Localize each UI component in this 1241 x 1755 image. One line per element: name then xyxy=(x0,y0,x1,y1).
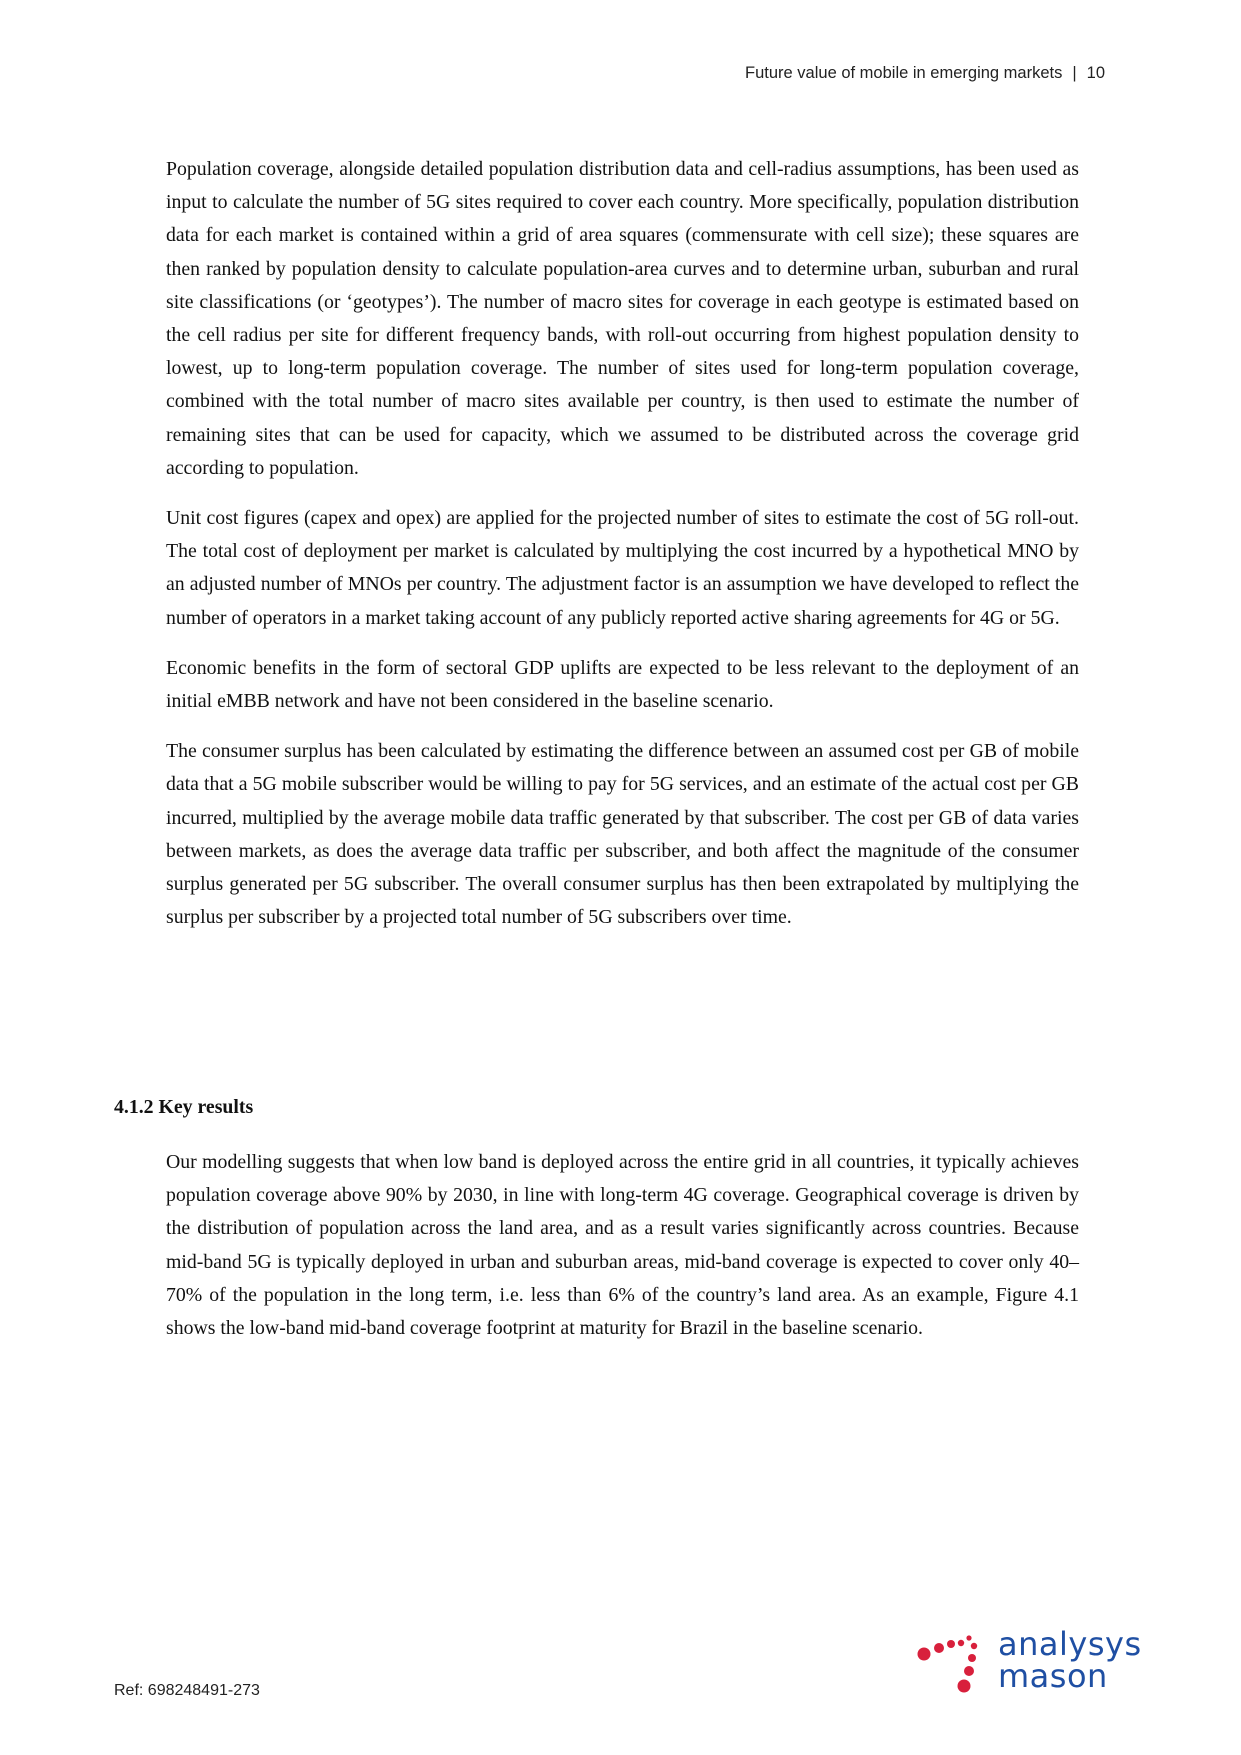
logo-dot xyxy=(964,1666,974,1676)
logo-dot xyxy=(918,1648,931,1661)
logo-dot xyxy=(968,1654,976,1662)
logo-dot xyxy=(958,1680,971,1693)
paragraph-economic-benefits: Economic benefits in the form of sectoral GDP uplifts are expected to be less relevant to the deployment of an initial eMBB network and have not been considered in the baseline scenario. xyxy=(166,656,1079,713)
logo-word-mason: mason xyxy=(998,1657,1108,1695)
logo-dot xyxy=(971,1643,977,1649)
paragraph-key-results: Our modelling suggests that when low band is deployed across the entire grid in all countries, it typically achieves population coverage above 90% by 2030, in line with long-term 4G coverage. Geographical coverage is driven by the distribution of population across the land area, and as a result varies significantly across countries. Because mid-band 5G is typically deployed in urban and suburban areas, mid-band coverage is expected to cover only 40–70% of the population in the long term, i.e. less than 6% of the country’s land area. As an example, Figure 4.1 shows the low-band mid-band coverage footprint at maturity for Brazil in the baseline scenario. xyxy=(166,1151,1079,1340)
methodology-text xyxy=(166,153,1079,951)
logo-dot xyxy=(947,1640,955,1648)
paragraph-unit-cost: Unit cost figures (capex and opex) are applied for the projected number of sites to estimate the cost of 5G roll-out. The total cost of deployment per market is calculated by multiplying the cost incurred by a hypothetical MNO by an adjusted number of MNOs per country. The adjustment factor is an assumption we have developed to reflect the number of operators in a market taking account of any publicly reported active sharing agreements for 4G or 5G. xyxy=(166,507,1079,629)
logo-dot xyxy=(934,1643,944,1653)
paragraph-population-coverage: Population coverage, alongside detailed population distribution data and cell-radius assumptions, has been used as input to calculate the number of 5G sites required to cover each country. More specifically, population distribution data for each market is contained within a grid of area squares (commensurate with cell size); these squares are then ranked by population density to calculate population-area curves and to determine urban, suburban and rural site classifications (or ‘geotypes’). The number of macro sites for coverage in each geotype is estimated based on the cell radius per site for different frequency bands, with roll-out occurring from highest population density to lowest, up to long-term population coverage. The number of sites used for long-term population coverage, combined with the total number of macro sites available per country, is then used to estimate the number of remaining sites that can be used for capacity, which we assumed to be distributed across the coverage grid according to population. xyxy=(166,158,1079,479)
logo-dot xyxy=(958,1640,964,1646)
logo-word-analysys: analysys xyxy=(998,1625,1142,1663)
paragraph-consumer-surplus: The consumer surplus has been calculated by estimating the difference between an assumed cost per GB of mobile data that a 5G mobile subscriber would be willing to pay for 5G services, and an estimate of the actual cost per GB incurred, multiplied by the average mobile data traffic generated by that subscriber. The cost per GB of data varies between markets, as does the average data traffic per subscriber, and both affect the magnitude of the consumer surplus generated per 5G subscriber. The overall consumer surplus has then been extrapolated by multiplying the surplus per subscriber by a projected total number of 5G subscribers over time. xyxy=(166,740,1079,929)
running-header xyxy=(745,64,1105,83)
logo-dots-icon xyxy=(914,1614,998,1706)
header-separator: | xyxy=(1072,64,1077,82)
document-reference: Ref: 698248491-273 xyxy=(114,1682,260,1699)
logo-dot xyxy=(966,1635,971,1640)
page-number: 10 xyxy=(1086,64,1105,82)
section-heading-key-results: 4.1.2 Key results xyxy=(114,1096,254,1118)
analysys-mason-logo xyxy=(914,1614,1154,1706)
document-title: Future value of mobile in emerging markets xyxy=(745,64,1063,82)
key-results-text xyxy=(166,1146,1079,1362)
